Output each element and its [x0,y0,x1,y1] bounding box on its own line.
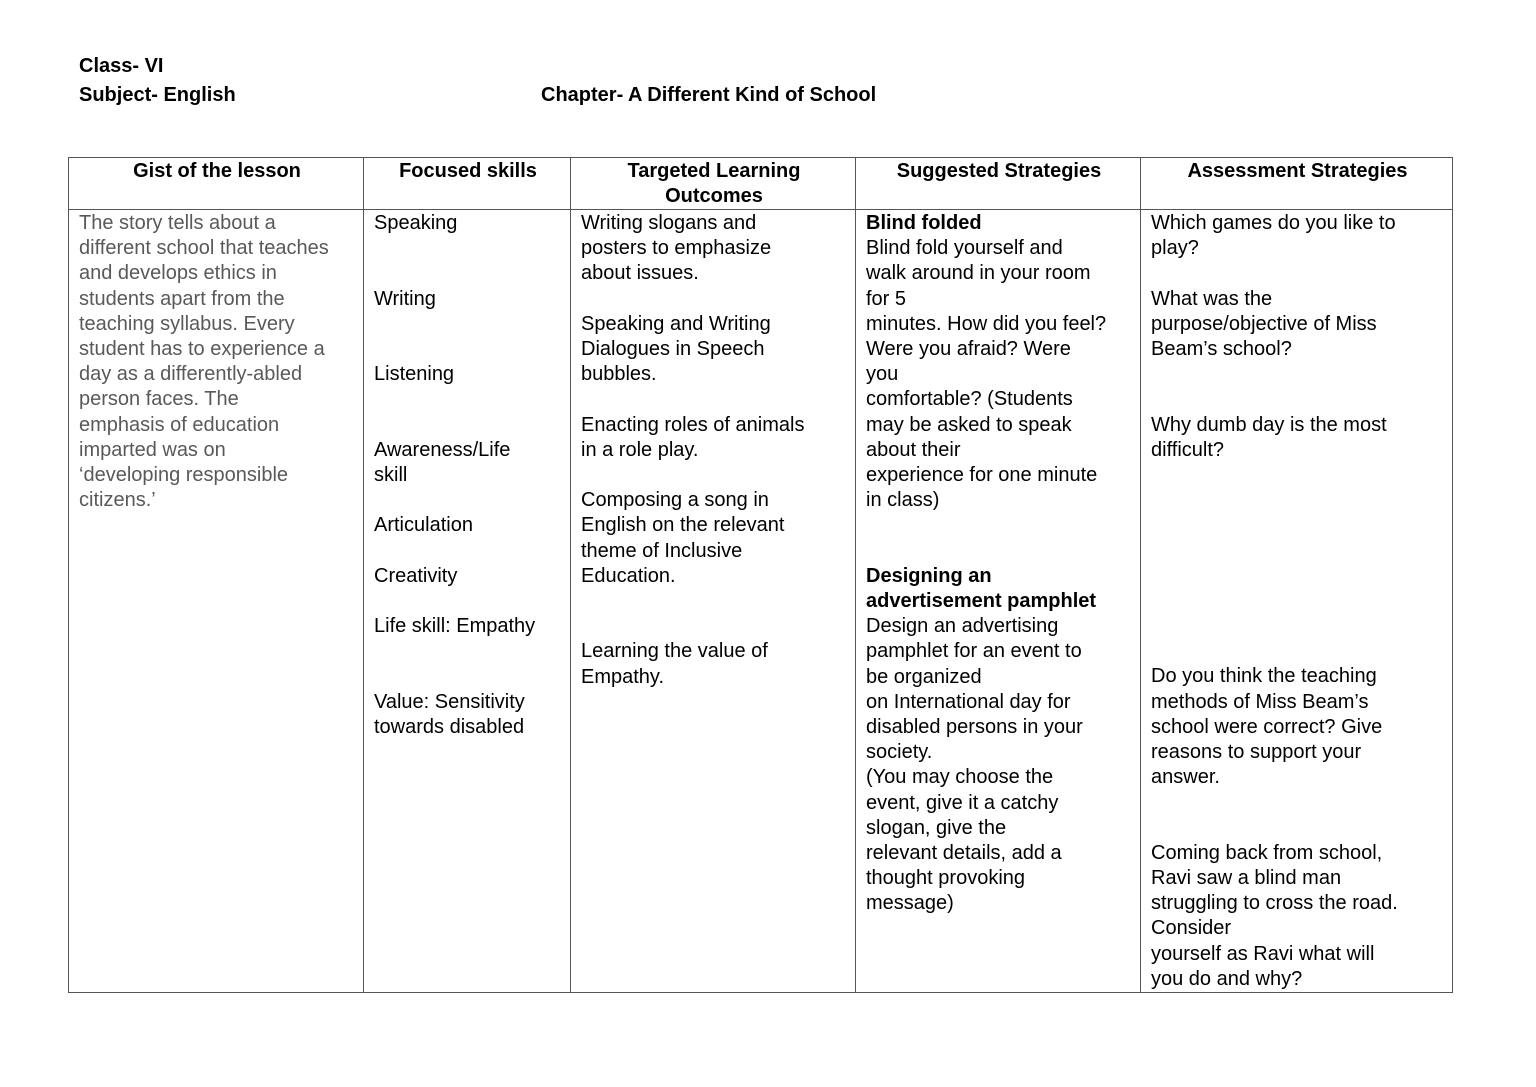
strategy-line: minutes. How did you feel? [866,312,1107,335]
assessment-line: What was the [1151,287,1273,310]
table-header-row [69,158,1453,210]
gist-line: ‘developing responsible [79,464,289,487]
skill-item: Articulation [374,514,473,537]
strategies-cell [856,210,1141,993]
strategy-line: Design an advertising [866,615,1059,638]
outcome-line: posters to emphasize [581,237,772,260]
assessment-line: Coming back from school, [1151,841,1383,864]
skill-item: Listening [374,363,455,386]
col-header-strategies: Suggested Strategies [856,158,1141,210]
outcome-line: bubbles. [581,363,657,386]
lesson-plan-table [68,157,1453,993]
strategy-line: about their [866,438,961,461]
skill-item: skill [374,463,408,486]
assessment-line: Ravi saw a blind man [1151,867,1342,890]
gist-line: imparted was on [79,438,226,461]
gist-line: day as a differently-abled [79,363,303,386]
outcome-line: English on the relevant [581,514,785,537]
strategy-line: in class) [866,489,940,512]
strategy-line: comfortable? (Students [866,388,1073,411]
chapter-title: Chapter- A Different Kind of School [541,84,877,106]
strategy-line: Were you afraid? Were [866,338,1071,361]
outcome-line: about issues. [581,262,699,285]
skill-item: Value: Sensitivity [374,690,525,713]
skill-item: Life skill: Empathy [374,615,536,638]
outcome-line: Composing a song in [581,489,769,512]
skills-cell [364,210,571,993]
strategy-line: pamphlet for an event to [866,640,1082,663]
strategy-line: Blind fold yourself and [866,237,1063,260]
strategy-line: (You may choose the [866,766,1054,789]
strategy-line: slogan, give the [866,816,1007,839]
table-row [69,210,1453,993]
strategy-line: relevant details, add a [866,842,1062,865]
strategy-line: disabled persons in your [866,716,1083,739]
col-header-gist: Gist of the lesson [69,158,364,210]
outcome-line: Enacting roles of animals [581,413,805,436]
strategy-line: walk around in your room [866,262,1091,285]
strategy-line: for 5 [866,287,907,310]
outcome-line: Empathy. [581,665,664,688]
gist-line: student has to experience a [79,338,325,361]
assessment-line: struggling to cross the road. [1151,892,1398,915]
skill-item: Writing [374,287,436,310]
skill-item: towards disabled [374,715,525,738]
skill-item: Creativity [374,564,458,587]
gist-cell [69,210,364,993]
gist-line: students apart from the [79,287,285,310]
assessment-line: Which games do you like to [1151,212,1396,234]
assessment-line: Why dumb day is the most [1151,413,1387,436]
outcome-line: Speaking and Writing [581,312,771,335]
gist-line: person faces. The [79,388,239,411]
strategy-line: society. [866,741,933,764]
skill-item: Speaking [374,212,458,234]
designing-title: advertisement pamphlet [866,590,1097,613]
strategy-line: experience for one minute [866,464,1098,487]
strategy-line: you [866,363,899,386]
strategy-line: on International day for [866,690,1071,713]
outcome-line: theme of Inclusive [581,539,743,562]
assessment-line: answer. [1151,766,1220,789]
outcomes-cell [571,210,856,993]
outcome-line: Education. [581,564,676,587]
gist-line: and develops ethics in [79,262,277,285]
assessment-line: Do you think the teaching [1151,665,1377,688]
gist-line: The story tells about a [79,212,276,234]
col-header-skills: Focused skills [364,158,571,210]
gist-line: different school that teaches [79,237,329,260]
assessment-line: you do and why? [1151,967,1303,990]
gist-line: teaching syllabus. Every [79,312,295,335]
assessment-cell [1141,210,1453,993]
assessment-line: Consider [1151,917,1232,940]
col-header-outcomes: Targeted Learning Outcomes [571,158,856,210]
strategy-line: event, give it a catchy [866,791,1059,814]
outcome-line: Writing slogans and [581,212,757,234]
assessment-line: reasons to support your [1151,741,1362,764]
assessment-line: school were correct? Give [1151,715,1383,738]
skill-item: Awareness/Life [374,438,511,461]
strategy-line: thought provoking [866,867,1026,890]
assessment-line: purpose/objective of Miss [1151,312,1377,335]
outcome-line: in a role play. [581,438,699,461]
assessment-line: Beam’s school? [1151,338,1292,360]
designing-title: Designing an [866,564,992,587]
assessment-line: yourself as Ravi what will [1151,942,1375,965]
gist-line: emphasis of education [79,413,280,436]
class-label: Class- VI [79,55,164,77]
outcome-line: Learning the value of [581,640,768,663]
strategy-line: may be asked to speak [866,413,1072,436]
col-header-assessment: Assessment Strategies [1141,158,1453,210]
assessment-line: difficult? [1151,438,1225,461]
assessment-line: play? [1151,237,1199,260]
gist-line: citizens.’ [79,489,156,512]
strategy-line: be organized [866,665,982,688]
subject-label: Subject- English [79,84,236,106]
assessment-line: methods of Miss Beam’s [1151,690,1369,713]
blind-folded-title: Blind folded [866,212,982,234]
outcome-line: Dialogues in Speech [581,338,765,360]
strategy-line: message) [866,892,954,915]
